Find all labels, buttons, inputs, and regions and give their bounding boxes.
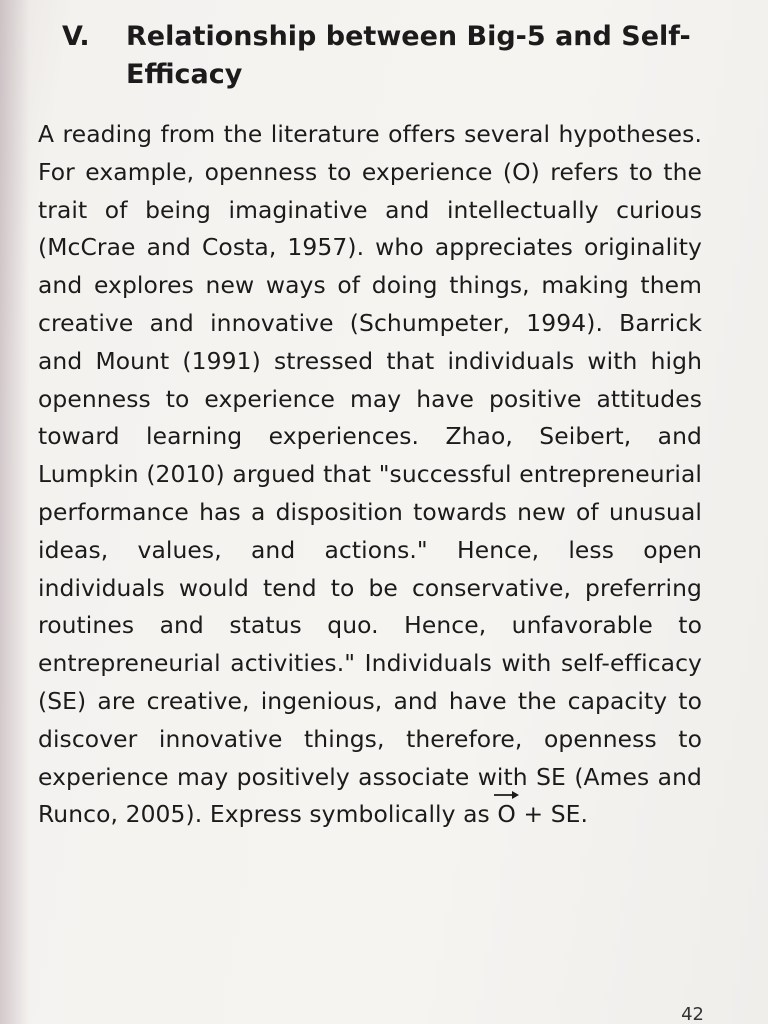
symbol-positive-relation: +	[523, 800, 544, 829]
body-paragraph	[38, 116, 702, 834]
relationship-expression	[497, 796, 588, 834]
section-number: V.	[62, 21, 90, 52]
symbol-self-efficacy: SE.	[550, 800, 589, 829]
section-heading	[62, 18, 722, 94]
page-number: 42	[681, 1004, 704, 1024]
page-edge-shadow	[0, 0, 30, 1024]
right-arrow-icon	[493, 790, 519, 800]
section-title: Relationship between Big-5 and Self-Efficacy	[126, 21, 691, 90]
paragraph-text: A reading from the literature offers several hypotheses. For example, openness to experience (O) refers to the trait of being imaginative and intellectually curious (McCrae and Costa, 1957). who appreciates originality and explores new ways of doing things, making them creative and innovative (Schumpeter, 1994). Barrick and Mount (1991) stressed that individuals with high openness to experience may have positive attitudes toward learning experiences. Zhao, Seibert, and Lumpkin (2010) argued that "successful entrepreneurial performance has a disposition towards new of unusual ideas, values, and actions." Hence, less open individuals would tend to be conservative, preferring routines and status quo. Hence, unfavorable to entrepreneurial activities." Individuals with self-efficacy (SE) are creative, ingenious, and have the capacity to discover innovative things, therefore, openness to experience may positively associate with SE (Ames and Runco, 2005). Express symbolically as	[38, 120, 702, 829]
symbol-openness: O	[497, 800, 516, 829]
